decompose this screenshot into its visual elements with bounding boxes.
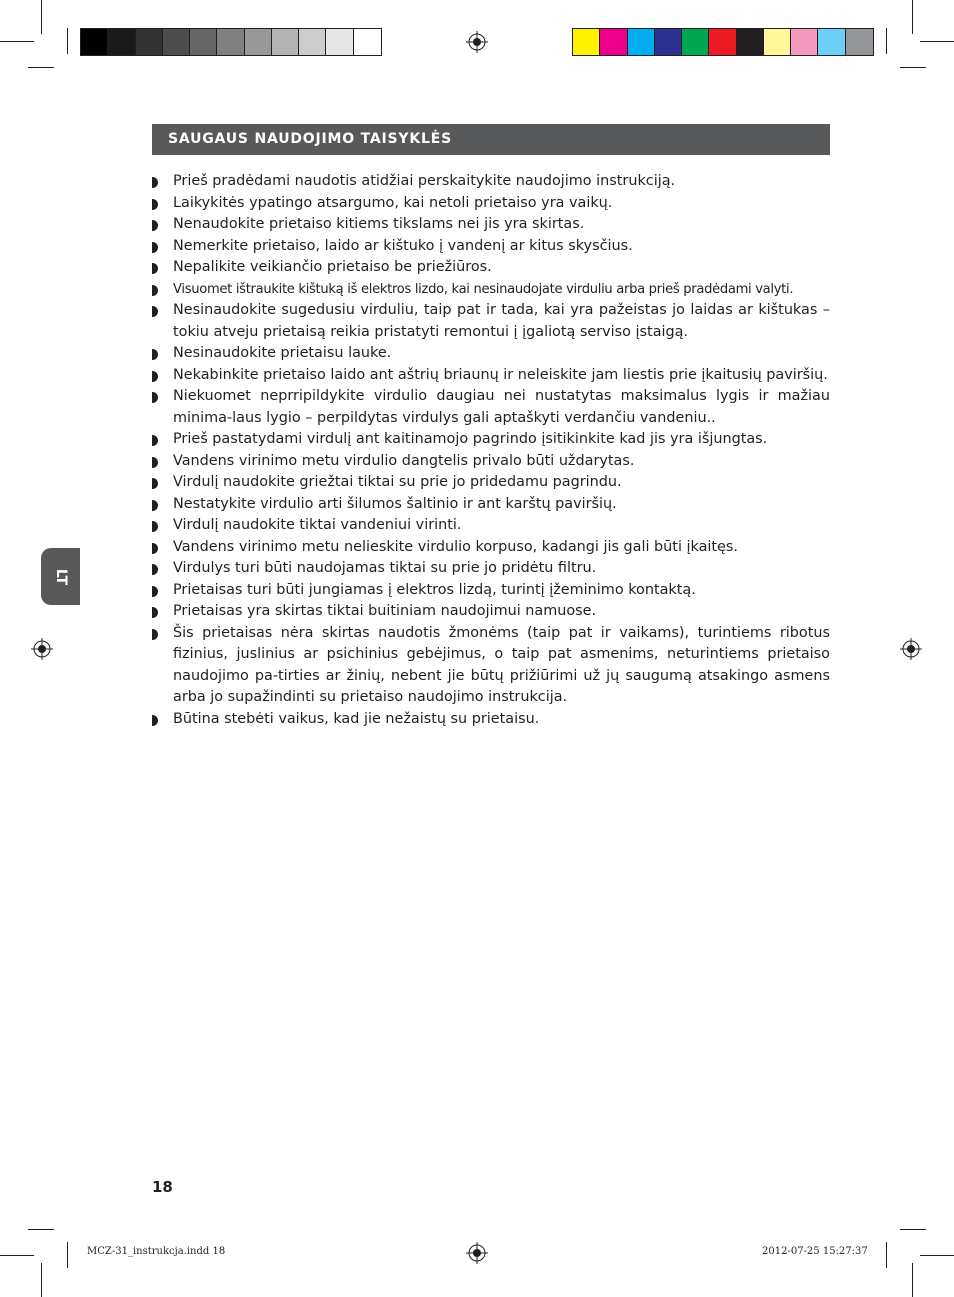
crop-mark	[912, 1263, 913, 1297]
bullet-icon	[152, 220, 158, 231]
bullet-icon	[152, 242, 158, 253]
section-title: SAUGAUS NAUDOJIMO TAISYKLĖS	[152, 124, 830, 155]
color-swatch	[791, 29, 818, 55]
list-item-text: Nepalikite veikiančio prietaiso be priežiūros.	[173, 259, 492, 275]
list-item-text: Būtina stebėti vaikus, kad jie nežaistų su prietaisu.	[173, 710, 540, 727]
color-swatch	[764, 29, 791, 55]
bullet-icon	[152, 349, 158, 360]
crop-mark	[886, 1242, 887, 1268]
list-item	[152, 515, 830, 537]
list-item	[152, 580, 830, 602]
list-item	[152, 429, 830, 451]
color-swatch	[81, 29, 108, 55]
bullet-icon	[152, 177, 158, 188]
registration-mark-icon	[466, 1242, 488, 1264]
list-item-text: Nekabinkite prietaiso laido ant aštrių briaunų ir neleiskite jam liestis prie įkaitusių paviršių.	[173, 366, 828, 383]
color-swatch	[108, 29, 135, 55]
color-swatch	[217, 29, 244, 55]
list-item-text: Nemerkite prietaiso, laido ar kištuko į vandenį ar kitus skysčius.	[173, 237, 633, 254]
bullet-icon	[152, 392, 158, 403]
list-item-text: Šis prietaisas nėra skirtas naudotis žmonėms (taip pat ir vaikams), turintiems ribotus fizinius, juslinius ar psichinius gebėjimus, o taip pat asmenims, neturintiems prietaiso naudojimo pa-tirties ar žinių, nebent jie būtų prižiūrimi už jų saugumą atsakingo asmens arba jo supažindinti su prietaiso naudojimo instrukcija.	[173, 624, 830, 705]
list-item-text: Prietaisas turi būti jungiamas į elektros lizdą, turintį įžeminimo kontaktą.	[173, 581, 696, 598]
color-swatch	[655, 29, 682, 55]
list-item-text: Niekuomet neprripildykite virdulio daugiau nei nustatytas maksimalus lygis ir mažiau minima-laus lygio – perpildytas virdulys gali aptaškyti verdančiu vandeniu..	[173, 388, 830, 426]
registration-mark-icon	[900, 638, 922, 660]
list-item-text: Virdulys turi būti naudojamas tiktai su prie jo pridėtu filtru.	[173, 560, 597, 576]
crop-mark	[0, 41, 34, 42]
bullet-icon	[152, 564, 158, 575]
crop-mark	[67, 1242, 68, 1268]
list-item-text: Prietaisas yra skirtas tiktai buitiniam naudojimui namuose.	[173, 603, 597, 619]
bullet-icon	[152, 435, 158, 446]
bullet-icon	[152, 607, 158, 618]
slug-timestamp: 2012-07-25 15:27:37	[762, 1246, 868, 1257]
registration-mark-icon	[466, 31, 488, 53]
list-item	[152, 214, 830, 236]
list-item	[152, 709, 830, 731]
color-swatch	[846, 29, 873, 55]
crop-mark	[67, 28, 68, 54]
color-swatch	[163, 29, 190, 55]
list-item-text: Nesinaudokite prietaisu lauke.	[173, 345, 392, 361]
list-item	[152, 257, 830, 279]
list-item	[152, 451, 830, 473]
list-item	[152, 472, 830, 494]
list-item	[152, 537, 830, 559]
list-item-text: Nestatykite virdulio arti šilumos šaltinio ir ant karštų paviršių.	[173, 495, 617, 512]
crop-mark	[41, 0, 42, 34]
list-item	[152, 494, 830, 516]
safety-rules-list	[152, 171, 830, 730]
bullet-icon	[152, 521, 158, 532]
list-item-text: Visuomet ištraukite kištuką iš elektros lizdo, kai nesinaudojate virduliu arba prieš pradėdami valyti.	[173, 281, 794, 297]
list-item	[152, 558, 830, 580]
list-item-text: Nesinaudokite sugedusiu virduliu, taip pat ir tada, kai yra pažeistas jo laidas ar kištukas – tokiu atveju prietaisą reikia pristatyti remontui į įgaliotą serviso įstaigą.	[173, 302, 830, 340]
grayscale-color-bar	[80, 28, 382, 56]
registration-mark-icon	[31, 638, 53, 660]
crop-mark	[900, 1229, 926, 1230]
list-item	[152, 236, 830, 258]
crop-mark	[920, 1255, 954, 1256]
page-number: 18	[152, 1178, 173, 1196]
list-item	[152, 365, 830, 387]
color-swatch	[272, 29, 299, 55]
color-swatch	[737, 29, 764, 55]
color-swatch	[245, 29, 272, 55]
crop-mark	[28, 67, 54, 68]
list-item	[152, 193, 830, 215]
bullet-icon	[152, 629, 158, 640]
list-item	[152, 171, 830, 193]
crop-mark	[912, 0, 913, 34]
bullet-icon	[152, 715, 158, 726]
color-swatch	[573, 29, 600, 55]
bullet-icon	[152, 199, 158, 210]
color-swatch	[326, 29, 353, 55]
bullet-icon	[152, 500, 158, 511]
color-swatch	[628, 29, 655, 55]
language-tab-label: LT	[52, 568, 69, 585]
color-swatch	[136, 29, 163, 55]
process-color-bar	[572, 28, 874, 56]
slug-filename: MCZ-31_instrukcja.indd 18	[87, 1246, 226, 1257]
bullet-icon	[152, 285, 158, 296]
list-item	[152, 279, 830, 301]
bullet-icon	[152, 306, 158, 317]
list-item	[152, 386, 830, 429]
color-swatch	[190, 29, 217, 55]
bullet-icon	[152, 371, 158, 382]
crop-mark	[28, 1229, 54, 1230]
crop-mark	[920, 41, 954, 42]
list-item-text: Vandens virinimo metu nelieskite virdulio korpuso, kadangi jis gali būti įkaitęs.	[173, 538, 738, 555]
bullet-icon	[152, 543, 158, 554]
color-swatch	[709, 29, 736, 55]
bullet-icon	[152, 586, 158, 597]
list-item-text: Nenaudokite prietaiso kitiems tikslams nei jis yra skirtas.	[173, 216, 585, 232]
crop-mark	[886, 28, 887, 54]
list-item	[152, 343, 830, 365]
list-item	[152, 601, 830, 623]
list-item-text: Prieš pastatydami virdulį ant kaitinamojo pagrindo įsitikinkite kad jis yra išjungtas.	[173, 431, 768, 447]
list-item-text: Virdulį naudokite griežtai tiktai su prie jo pridedamu pagrindu.	[173, 474, 622, 490]
color-swatch	[354, 29, 381, 55]
list-item-text: Prieš pradėdami naudotis atidžiai perskaitykite naudojimo instrukciją.	[173, 173, 676, 189]
color-swatch	[600, 29, 627, 55]
crop-mark	[900, 67, 926, 68]
color-swatch	[299, 29, 326, 55]
list-item	[152, 623, 830, 709]
bullet-icon	[152, 478, 158, 489]
list-item-text: Virdulį naudokite tiktai vandeniui virinti.	[173, 517, 462, 533]
list-item-text: Vandens virinimo metu virdulio dangtelis privalo būti uždarytas.	[173, 452, 635, 469]
color-swatch	[818, 29, 845, 55]
bullet-icon	[152, 263, 158, 274]
crop-mark	[0, 1255, 34, 1256]
color-swatch	[682, 29, 709, 55]
crop-mark	[41, 1263, 42, 1297]
language-tab	[41, 548, 80, 605]
bullet-icon	[152, 457, 158, 468]
list-item	[152, 300, 830, 343]
list-item-text: Laikykitės ypatingo atsargumo, kai netoli prietaiso yra vaikų.	[173, 194, 613, 211]
